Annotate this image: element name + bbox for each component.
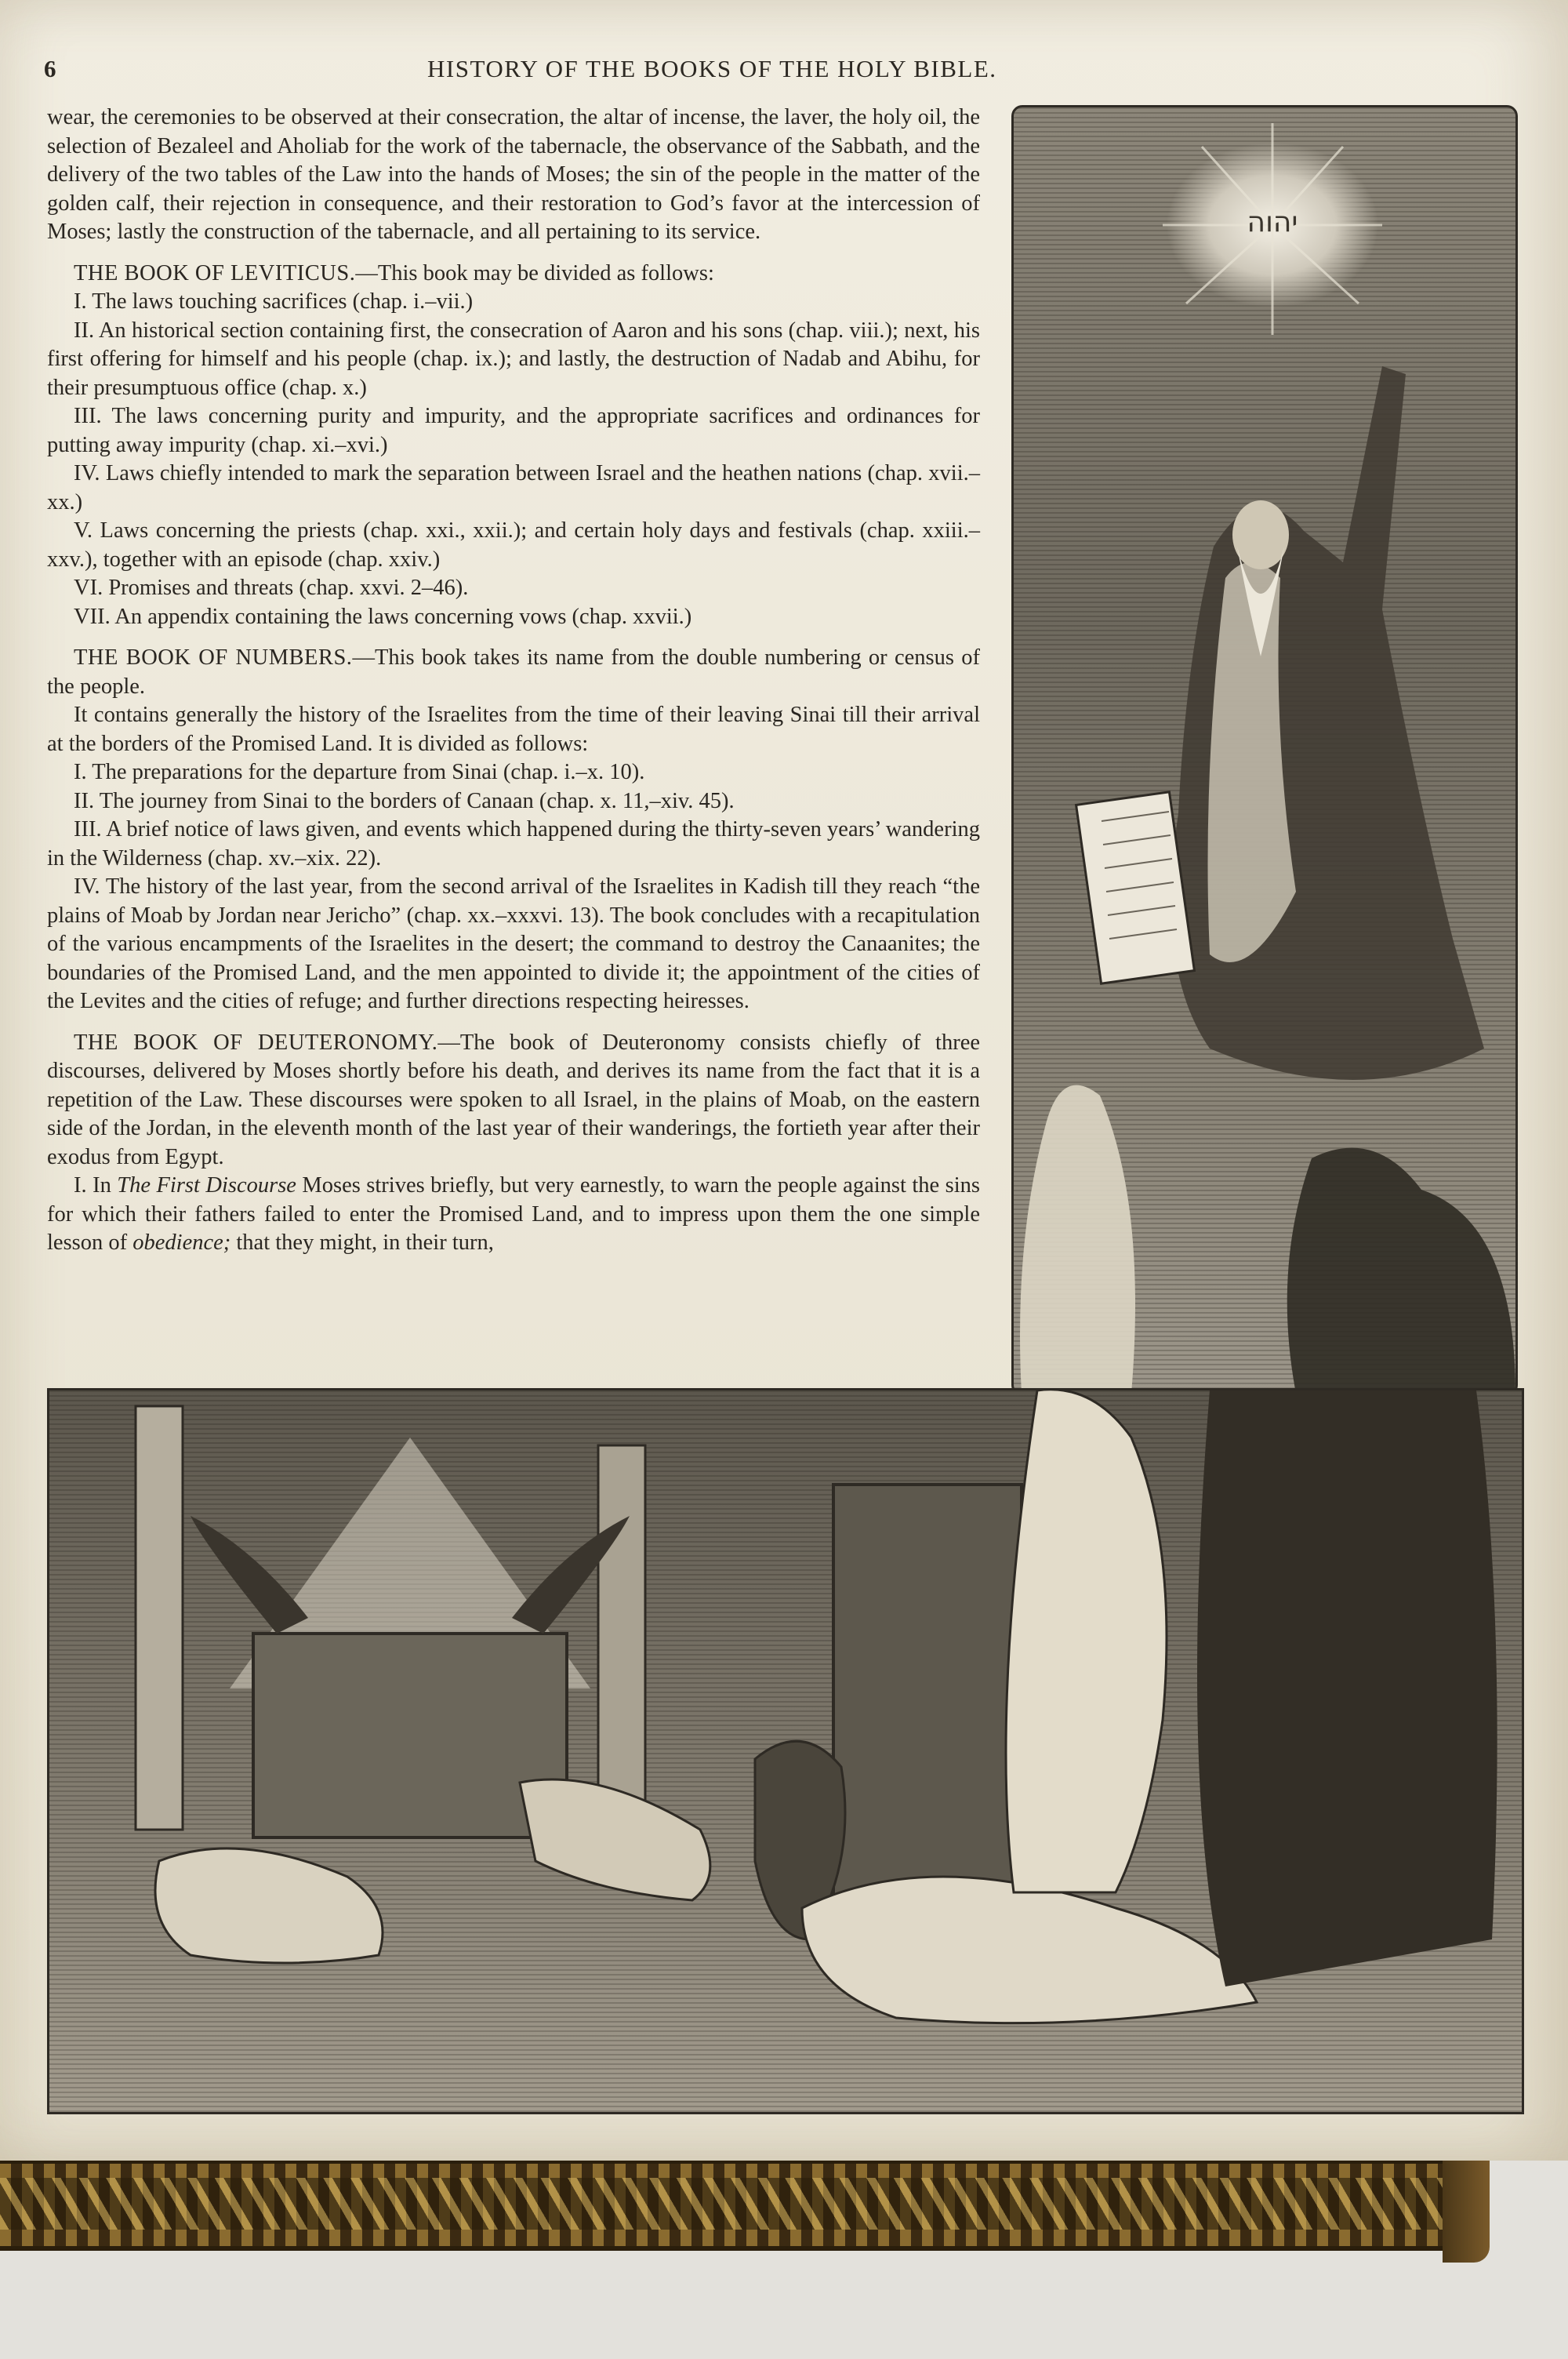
text-run: that they might, in their turn, — [230, 1230, 494, 1255]
leviticus-item: III. The laws concerning purity and impurity, and the appropriate sacrifices and ordinances for putting away impurity (chap. xi.–xvi.) — [47, 404, 980, 457]
engraving-nadab-abihu — [47, 1388, 1524, 2114]
deuteronomy-heading: THE BOOK OF DEUTERONOMY. — [74, 1030, 438, 1055]
text-run: I. In — [74, 1173, 118, 1198]
book-binding — [0, 2161, 1443, 2251]
numbers-paragraph: It contains generally the history of the Israelites from the time of their leaving Sinai till their arrival at the borders of the Promised Land. It is divided as follows: — [47, 703, 980, 756]
numbers-lead-text: —This book takes its name from the double numbering or census of the people. — [47, 645, 980, 699]
intro-paragraph: wear, the ceremonies to be observed at their consecration, the altar of incense, the laver, the holy oil, the selection of Bezaleel and Aholiab for the work of the tabernacle, the observance of the Sabbath, and the delivery of the two tables of the Law into the hands of Moses; the sin of the people in the matter of the golden calf, their rejection in consequence, and their restoration to God’s favor at the intercession of Moses; lastly the construction of the tabernacle, and all pertaining to its service. — [47, 105, 980, 244]
tabernacle-scene — [49, 1390, 1522, 2112]
engraving-moses — [1011, 105, 1518, 1396]
leviticus-item: VII. An appendix containing the laws concerning vows (chap. xxvii.) — [74, 604, 692, 629]
leviticus-item: IV. Laws chiefly intended to mark the separation between Israel and the heathen nations (chap. xvii.–xx.) — [47, 461, 980, 514]
numbers-item: II. The journey from Sinai to the borders of Canaan (chap. x. 11,–xiv. 45). — [74, 788, 735, 813]
deuteronomy-lead — [47, 1029, 980, 1172]
binding-corner — [1443, 2161, 1490, 2263]
text-run: Moses strives briefly, but very earnestly, to warn the people against the sins for which their fathers failed to enter the Promised Land, and to impress upon them the one simple lesson of — [47, 1173, 980, 1255]
moses-figure — [1014, 107, 1515, 1394]
numbers-heading: THE BOOK OF NUMBERS. — [74, 645, 353, 670]
leviticus-lead — [47, 260, 980, 289]
obedience-italic: obedience; — [132, 1230, 231, 1255]
deuteronomy-lead-text: —The book of Deuteronomy consists chiefly of three discourses, delivered by Moses shortly before his death, and derives its name from the fact that it is a repetition of the Law. These discourses were spoken to all Israel, in the plains of Moab, on the eastern side of the Jordan, in the eleventh month of the last year of their wanderings, the fortieth year after their exodus from Egypt. — [47, 1030, 981, 1169]
numbers-lead — [47, 644, 980, 701]
divine-name-text: יהוה — [1247, 206, 1298, 238]
binding-ornament — [0, 2178, 1443, 2230]
first-discourse-italic: The First Discourse — [117, 1173, 296, 1198]
deuteronomy-paragraph — [47, 1172, 980, 1258]
running-title: HISTORY OF THE BOOKS OF THE HOLY BIBLE. — [427, 55, 997, 82]
leviticus-item: V. Laws concerning the priests (chap. xxi., xxii.); and certain holy days and festivals (chap. xxiii.–xxv.), together with an episode (chap. xxiv.) — [47, 518, 980, 572]
numbers-item: III. A brief notice of laws given, and events which happened during the thirty-seven years’ wandering in the Wilderness (chap. xv.–xix. 22). — [47, 817, 980, 871]
running-head — [0, 55, 1568, 94]
leviticus-heading: THE BOOK OF LEVITICUS. — [74, 260, 356, 285]
numbers-item: I. The preparations for the departure from Sinai (chap. i.–x. 10). — [74, 760, 645, 784]
text-column — [47, 104, 980, 1258]
numbers-item: IV. The history of the last year, from the second arrival of the Israelites in Kadish till they reach “the plains of Moab by Jordan near Jericho” (chap. xx.–xxxvi. 13). The book concludes with a recapitulation of the various encampments of the Israelites in the desert; the command to destroy the Canaanites; the boundaries of the Promised Land, and the men appointed to divide it; the appointment of the cities of the Levites and the cities of refuge; and further directions respecting heiresses. — [47, 874, 980, 1013]
page-number: 6 — [44, 55, 57, 82]
leviticus-item: VI. Promises and threats (chap. xxvi. 2–46). — [74, 576, 469, 600]
leviticus-item: I. The laws touching sacrifices (chap. i.–vii.) — [74, 289, 474, 314]
leviticus-item: II. An historical section containing first, the consecration of Aaron and his sons (chap. viii.); next, his first offering for himself and his people (chap. ix.); and lastly, the destruction of Nadab and Abihu, for their presumptuous office (chap. x.) — [47, 318, 980, 400]
leviticus-lead-text: —This book may be divided as follows: — [355, 260, 714, 285]
